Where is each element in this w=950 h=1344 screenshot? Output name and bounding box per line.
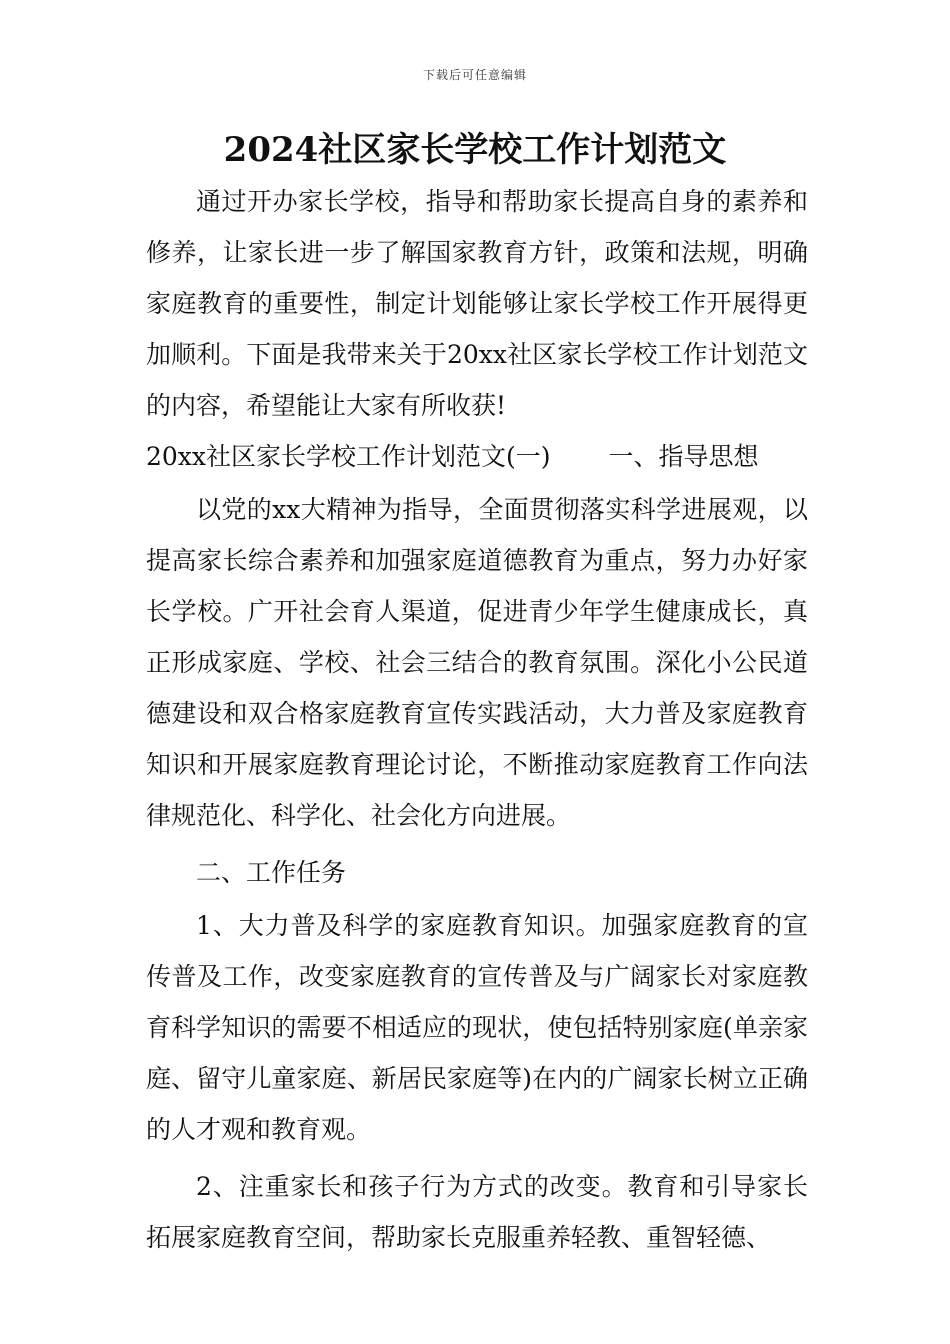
intro-paragraph: 通过开办家长学校，指导和帮助家长提高自身的素养和修养，让家长进一步了解国家教育方针，政策和法规，明确家庭教育的重要性，制定计划能够让家长学校工作开展得更加顺利。下面是我带来关于20xx社区家长学校工作计划范文的内容，希望能让大家有所收获! bbox=[146, 187, 808, 420]
section-heading-line bbox=[146, 431, 808, 482]
document-body bbox=[146, 176, 808, 1263]
section-title: 20xx社区家长学校工作计划范文(一) bbox=[146, 442, 551, 471]
page-header-note: 下载后可任意编辑 bbox=[422, 68, 527, 82]
heading-guiding-ideology: 一、指导思想 bbox=[608, 442, 759, 471]
task-item-2: 2、注重家长和孩子行为方式的改变。教育和引导家长拓展家庭教育空间，帮助家长克服重养轻教、重智轻德、 bbox=[146, 1172, 808, 1252]
document-title: 2024社区家长学校工作计划范文 bbox=[223, 130, 727, 170]
task-item-1: 1、大力普及科学的家庭教育知识。加强家庭教育的宣传普及工作，改变家庭教育的宣传普及与广阔家长对家庭教育科学知识的需要不相适应的现状，使包括特别家庭(单亲家庭、留守儿童家庭、新居民家庭等)在内的广阔家长树立正确的人才观和教育观。 bbox=[146, 911, 808, 1144]
heading-work-tasks: 二、工作任务 bbox=[196, 858, 347, 887]
guiding-ideology-paragraph: 以党的xx大精神为指导，全面贯彻落实科学进展观，以提高家长综合素养和加强家庭道德教育为重点，努力办好家长学校。广开社会育人渠道，促进青少年学生健康成长，真正形成家庭、学校、社会三结合的教育氛围。深化小公民道德建设和双合格家庭教育宣传实践活动，大力普及家庭教育知识和开展家庭教育理论讨论，不断推动家庭教育工作向法律规范化、科学化、社会化方向进展。 bbox=[146, 495, 808, 830]
